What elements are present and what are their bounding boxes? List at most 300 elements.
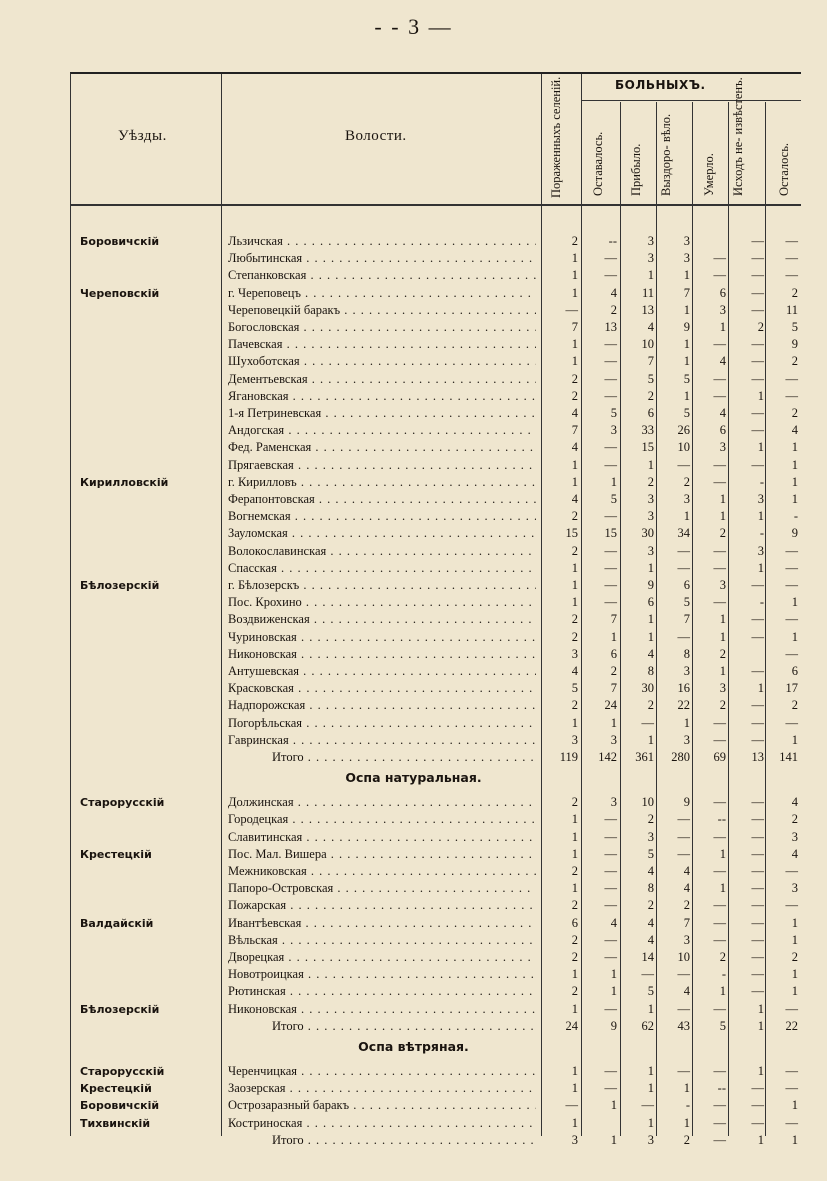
value-cell: 14 — [641, 950, 654, 964]
value-cell: 1 — [757, 1064, 764, 1078]
value-cell: 2 — [571, 932, 578, 947]
value-cell: 2 — [571, 388, 578, 403]
value-cell: — — [751, 915, 764, 930]
divider — [71, 204, 801, 206]
table-row — [0, 508, 827, 525]
value-cell: 1 — [571, 354, 578, 369]
value-cell: 1 — [719, 846, 726, 861]
value-cell: 1 — [719, 984, 726, 999]
value-cell: 1 — [683, 715, 690, 730]
value-cell: — — [785, 715, 798, 730]
value-cell: — — [713, 251, 726, 266]
value-cell: — — [751, 846, 764, 861]
value-cell: — — [641, 967, 654, 982]
value-cell: 6 — [683, 578, 690, 592]
volost-cell: Красковская . . . — [228, 680, 536, 697]
value-cell: 3 — [683, 664, 690, 678]
value-cell: 4 — [571, 406, 578, 420]
value-cell: — — [751, 932, 764, 947]
value-cell: — — [751, 302, 764, 317]
table-row — [0, 732, 827, 749]
value-cell: 1 — [757, 1132, 764, 1147]
value-cell: 1 — [571, 846, 578, 861]
value-cell: 13 — [751, 750, 764, 764]
uezd-cell: Бѣлозерскій — [80, 1002, 160, 1016]
value-cell: — — [604, 388, 617, 403]
table-row — [0, 474, 827, 491]
value-cell: - — [793, 509, 798, 524]
value-cell: — — [604, 1001, 617, 1016]
value-cell: 6 — [647, 595, 654, 610]
value-cell: 2 — [683, 1132, 690, 1147]
value-cell: 7 — [683, 915, 690, 930]
volost-cell: Костриноская . . . — [228, 1115, 536, 1132]
value-cell: - — [759, 595, 764, 610]
header-left: Осталось. — [777, 142, 791, 196]
value-cell: — — [785, 268, 798, 283]
value-cell: 1 — [757, 1018, 764, 1033]
table-row — [0, 629, 827, 646]
volost-cell: Дементьевская . . . — [228, 371, 536, 388]
value-cell: 33 — [641, 423, 654, 438]
value-cell: 15 — [565, 526, 578, 541]
value-cell: — — [785, 371, 798, 386]
value-cell: 3 — [683, 251, 690, 266]
value-cell: 3 — [647, 1132, 654, 1147]
table-row — [0, 880, 827, 897]
value-cell: — — [751, 1081, 764, 1096]
value-cell: - — [721, 967, 726, 982]
value-cell: 1 — [571, 1001, 578, 1016]
value-cell: 4 — [683, 984, 690, 999]
value-cell: 2 — [647, 474, 654, 489]
value-cell: 1 — [610, 1098, 617, 1113]
uezd-cell: Кирилловскій — [80, 475, 169, 489]
value-cell: 4 — [610, 285, 617, 300]
volost-cell: Никоновская . . . — [228, 646, 536, 663]
value-cell: — — [751, 578, 764, 592]
volost-cell: Степанковская . . . — [228, 267, 536, 284]
table-row — [0, 983, 827, 1000]
value-cell: 1 — [683, 1115, 690, 1130]
header-recovered: Выздоро- вѣло. — [659, 113, 673, 196]
volost-cell: г. Череповецъ . . . — [228, 285, 536, 302]
value-cell: 1 — [791, 457, 798, 472]
value-cell: 2 — [571, 984, 578, 999]
value-cell: 1 — [791, 932, 798, 947]
table-row — [0, 439, 827, 456]
value-cell: 3 — [683, 932, 690, 947]
volost-cell: Богословская . . . — [228, 319, 536, 336]
value-cell: — — [751, 457, 764, 472]
value-cell: — — [751, 629, 764, 644]
value-cell: 1 — [571, 285, 578, 300]
table-row — [0, 1080, 827, 1097]
value-cell: — — [785, 898, 798, 913]
value-cell: — — [604, 881, 617, 896]
value-cell: — — [751, 812, 764, 827]
value-cell: 13 — [604, 320, 617, 334]
page-number: - - 3 — — [374, 14, 453, 39]
value-cell: 2 — [647, 898, 654, 913]
value-cell: — — [751, 285, 764, 300]
header-settlements: Пораженныхъ селеній. — [549, 76, 563, 198]
value-cell: 3 — [791, 829, 798, 844]
table-row — [0, 577, 827, 594]
value-cell: 1 — [571, 1115, 578, 1130]
value-cell: 2 — [719, 950, 726, 964]
value-cell: — — [785, 864, 798, 878]
volost-cell: Вѣльская . . . — [228, 932, 536, 949]
table-row — [0, 371, 827, 388]
value-cell: 2 — [571, 509, 578, 524]
value-cell: 1 — [683, 268, 690, 283]
value-cell: 2 — [791, 285, 798, 300]
value-cell: 1 — [647, 629, 654, 644]
value-cell: — — [713, 543, 726, 558]
value-cell: — — [604, 337, 617, 352]
value-cell: — — [751, 732, 764, 747]
value-cell: — — [713, 1098, 726, 1113]
value-cell: 6 — [610, 646, 617, 661]
value-cell: 17 — [785, 681, 798, 696]
value-cell: — — [604, 595, 617, 610]
value-cell: 4 — [791, 795, 798, 810]
value-cell: — — [751, 268, 764, 283]
value-cell: — — [604, 950, 617, 964]
volost-cell: Ферапонтовская . . . — [228, 491, 536, 508]
value-cell: 2 — [791, 698, 798, 713]
value-cell: — — [713, 388, 726, 403]
value-cell: — — [565, 1098, 578, 1113]
value-cell: 22 — [785, 1018, 798, 1033]
value-cell: 1 — [757, 388, 764, 403]
value-cell: 11 — [641, 285, 654, 300]
value-cell: 2 — [791, 812, 798, 827]
volost-cell: Спасская . . . — [228, 560, 536, 577]
uezd-cell: Крестецкій — [80, 1082, 152, 1096]
value-cell: 142 — [598, 750, 617, 764]
value-cell: 5 — [647, 984, 654, 999]
value-cell: — — [565, 302, 578, 317]
volost-cell: Чуриновская . . . — [228, 629, 536, 646]
volost-cell: Новотроицкая . . . — [228, 966, 536, 983]
value-cell: 1 — [571, 881, 578, 896]
value-cell: 1 — [791, 1132, 798, 1147]
value-cell: 1 — [571, 251, 578, 266]
value-cell: 3 — [757, 492, 764, 506]
value-cell: — — [604, 268, 617, 283]
value-cell: 10 — [677, 440, 690, 455]
value-cell: - — [685, 1098, 690, 1113]
volost-cell: г. Кирилловъ . . . — [228, 474, 536, 491]
value-cell: — — [785, 1115, 798, 1130]
table-row — [0, 966, 827, 983]
value-cell: — — [751, 423, 764, 438]
value-cell: — — [785, 1064, 798, 1078]
value-cell: — — [604, 829, 617, 844]
value-cell: 3 — [719, 578, 726, 592]
value-cell: 1 — [757, 681, 764, 696]
value-cell: 2 — [571, 543, 578, 558]
value-cell: — — [604, 1064, 617, 1078]
header-arrived: Прибыло. — [629, 143, 643, 196]
value-cell: 9 — [791, 526, 798, 541]
value-cell: 8 — [647, 881, 654, 896]
table-row — [0, 863, 827, 880]
value-cell: 16 — [677, 681, 690, 696]
value-cell: — — [604, 846, 617, 861]
volost-cell: Острозаразный баракъ . . . — [228, 1097, 536, 1114]
value-cell: — — [785, 612, 798, 627]
value-cell: 2 — [719, 698, 726, 713]
value-cell: 1 — [610, 715, 617, 730]
value-cell: 3 — [647, 234, 654, 248]
volost-cell: Надпорожская . . . — [228, 697, 536, 714]
value-cell: — — [604, 371, 617, 386]
value-cell: 3 — [791, 881, 798, 896]
value-cell: 5 — [647, 846, 654, 861]
value-cell: - — [759, 474, 764, 489]
volost-cell: Ягановская . . . — [228, 388, 536, 405]
value-cell: — — [604, 898, 617, 913]
header-died: Умерло. — [702, 153, 716, 196]
value-cell: 3 — [647, 543, 654, 558]
volost-cell: Никоновская . . . — [228, 1001, 536, 1018]
value-cell: 7 — [647, 354, 654, 369]
value-cell: 2 — [791, 406, 798, 420]
value-cell: 1 — [791, 629, 798, 644]
value-cell: 5 — [683, 406, 690, 420]
value-cell: 1 — [610, 984, 617, 999]
table-row — [0, 829, 827, 846]
value-cell: — — [751, 251, 764, 266]
value-cell: 3 — [647, 829, 654, 844]
table-row — [0, 794, 827, 811]
value-cell: -- — [717, 1081, 726, 1096]
volost-cell: Городецкая . . . — [228, 811, 536, 828]
value-cell: 1 — [791, 595, 798, 610]
value-cell: — — [713, 595, 726, 610]
value-cell: 4 — [571, 664, 578, 678]
header-unknown: Исходъ не- извѣстенъ. — [731, 77, 745, 196]
total-label: Итого . . . — [228, 1018, 536, 1035]
value-cell: 2 — [571, 898, 578, 913]
value-cell: 1 — [571, 337, 578, 352]
value-cell: 3 — [683, 234, 690, 248]
value-cell: 3 — [571, 1132, 578, 1147]
value-cell: 141 — [779, 750, 798, 764]
uezd-cell: Валдайскій — [80, 916, 154, 930]
total-row — [0, 1018, 827, 1035]
value-cell: — — [713, 337, 726, 352]
value-cell: 2 — [757, 320, 764, 334]
table-row — [0, 233, 827, 250]
value-cell: — — [604, 864, 617, 878]
section-title: Оспа натуральная. — [345, 770, 482, 786]
value-cell: 1 — [571, 560, 578, 575]
table-row — [0, 915, 827, 932]
table-row — [0, 1115, 827, 1132]
value-cell: — — [713, 898, 726, 913]
uezd-cell: Боровичскій — [80, 1099, 160, 1113]
value-cell: — — [713, 268, 726, 283]
value-cell: — — [751, 967, 764, 982]
value-cell: 3 — [719, 440, 726, 455]
value-cell: 1 — [757, 560, 764, 575]
value-cell: — — [785, 388, 798, 403]
volost-cell: Папоро-Островская . . . — [228, 880, 536, 897]
value-cell: 7 — [683, 285, 690, 300]
value-cell: — — [713, 560, 726, 575]
volost-cell: Зауломская . . . — [228, 525, 536, 542]
value-cell: 1 — [647, 732, 654, 747]
value-cell: — — [785, 646, 798, 661]
value-cell: — — [751, 1115, 764, 1130]
value-cell: 2 — [647, 698, 654, 713]
value-cell: 1 — [683, 509, 690, 524]
value-cell: 1 — [610, 1132, 617, 1147]
value-cell: — — [604, 457, 617, 472]
value-cell: 3 — [610, 795, 617, 810]
value-cell: 2 — [571, 612, 578, 627]
value-cell: - — [759, 526, 764, 541]
table-row — [0, 422, 827, 439]
value-cell: — — [785, 251, 798, 266]
value-cell: 119 — [559, 750, 578, 764]
value-cell: 1 — [647, 268, 654, 283]
table-row — [0, 680, 827, 697]
value-cell: -- — [608, 234, 617, 248]
value-cell: 1 — [791, 474, 798, 489]
value-cell: 62 — [641, 1018, 654, 1033]
value-cell: — — [785, 560, 798, 575]
value-cell: 2 — [610, 664, 617, 678]
value-cell: — — [677, 543, 690, 558]
value-cell: — — [751, 795, 764, 810]
volost-cell: Волокославинская . . . — [228, 543, 536, 560]
value-cell: 6 — [647, 406, 654, 420]
value-cell: 1 — [647, 560, 654, 575]
value-cell: 5 — [719, 1018, 726, 1033]
value-cell: 1 — [571, 715, 578, 730]
value-cell: 1 — [647, 1064, 654, 1078]
volost-cell: Пос. Крохино . . . — [228, 594, 536, 611]
value-cell: 4 — [719, 406, 726, 420]
volost-cell: Заозерская . . . — [228, 1080, 536, 1097]
value-cell: 1 — [757, 440, 764, 455]
volost-cell: Прягаевская . . . — [228, 457, 536, 474]
value-cell: — — [604, 440, 617, 455]
uezd-cell: Старорусскій — [80, 796, 165, 810]
value-cell: 361 — [635, 750, 654, 764]
volost-cell: 1-я Петриневская . . . — [228, 405, 536, 422]
uezd-cell: Череповскій — [80, 286, 160, 300]
value-cell: 4 — [610, 915, 617, 930]
value-cell: 26 — [677, 423, 690, 438]
value-cell: 280 — [671, 750, 690, 764]
table-row — [0, 1097, 827, 1114]
value-cell: 30 — [641, 681, 654, 696]
value-cell: — — [751, 371, 764, 386]
value-cell: 3 — [610, 732, 617, 747]
value-cell: 1 — [719, 881, 726, 896]
value-cell: 2 — [571, 950, 578, 964]
value-cell: — — [604, 251, 617, 266]
value-cell: 3 — [571, 732, 578, 747]
value-cell: 1 — [647, 457, 654, 472]
table-row — [0, 932, 827, 949]
value-cell: 2 — [719, 646, 726, 661]
value-cell: — — [641, 715, 654, 730]
value-cell: 3 — [719, 302, 726, 317]
value-cell: 1 — [719, 664, 726, 678]
value-cell: — — [677, 812, 690, 827]
value-cell: 1 — [683, 388, 690, 403]
volost-cell: Пожарская . . . — [228, 897, 536, 914]
value-cell: — — [677, 846, 690, 861]
value-cell: 1 — [719, 492, 726, 506]
value-cell: 7 — [610, 681, 617, 696]
value-cell: 1 — [571, 812, 578, 827]
value-cell: — — [713, 1064, 726, 1078]
value-cell: 34 — [677, 526, 690, 541]
value-cell: 15 — [641, 440, 654, 455]
value-cell: 30 — [641, 526, 654, 541]
value-cell: 2 — [571, 234, 578, 248]
value-cell: 2 — [571, 864, 578, 878]
uezd-cell: Крестецкій — [80, 847, 152, 861]
value-cell: — — [751, 698, 764, 713]
divider — [581, 100, 801, 101]
value-cell: — — [677, 829, 690, 844]
value-cell: 1 — [610, 967, 617, 982]
value-cell: 5 — [683, 595, 690, 610]
value-cell: 1 — [610, 474, 617, 489]
value-cell: 1 — [610, 629, 617, 644]
table-row — [0, 543, 827, 560]
value-cell: 6 — [791, 664, 798, 678]
table-row — [0, 663, 827, 680]
volost-cell: Дворецкая . . . — [228, 949, 536, 966]
value-cell: 2 — [683, 898, 690, 913]
value-cell: 3 — [647, 492, 654, 506]
value-cell: — — [751, 612, 764, 627]
value-cell: 4 — [719, 354, 726, 369]
value-cell: 2 — [571, 795, 578, 810]
value-cell: 22 — [677, 698, 690, 713]
volost-cell: Славитинская . . . — [228, 829, 536, 846]
value-cell: — — [713, 371, 726, 386]
value-cell: — — [713, 1132, 726, 1147]
value-cell: 4 — [683, 864, 690, 878]
value-cell: -- — [717, 812, 726, 827]
volost-cell: Пос. Мал. Вишера . . . — [228, 846, 536, 863]
value-cell: 1 — [791, 492, 798, 506]
value-cell: 2 — [571, 698, 578, 713]
value-cell: 9 — [791, 337, 798, 352]
section-title: Оспа вѣтряная. — [358, 1039, 469, 1054]
value-cell: — — [713, 732, 726, 747]
value-cell: 10 — [641, 795, 654, 810]
table-row — [0, 353, 827, 370]
value-cell: — — [713, 457, 726, 472]
volost-cell: Должинская . . . — [228, 794, 536, 811]
value-cell: 4 — [647, 646, 654, 661]
volost-cell: Фед. Раменская . . . — [228, 439, 536, 456]
value-cell: — — [713, 474, 726, 489]
value-cell: 3 — [571, 646, 578, 661]
